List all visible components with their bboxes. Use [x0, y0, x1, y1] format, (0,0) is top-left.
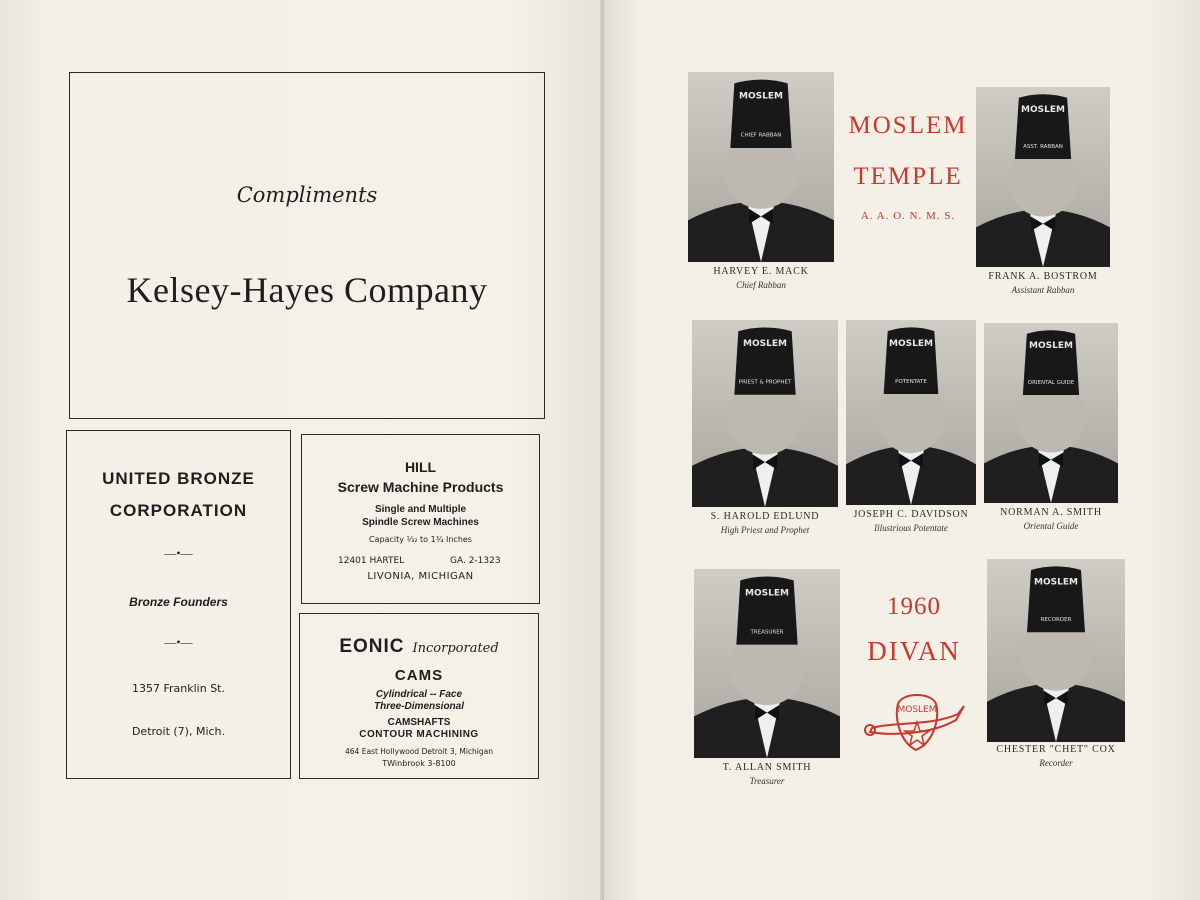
- eonic-cams: CAMS: [394, 667, 444, 684]
- eonic-line2: Three-Dimensional: [373, 701, 465, 712]
- hill-line2: Spindle Screw Machines: [362, 517, 479, 528]
- hill-city: LIVONIA, MICHIGAN: [367, 571, 474, 582]
- eonic-name: EONIC: [339, 636, 405, 657]
- moslem-heading: MOSLEM: [848, 112, 968, 139]
- hill-phone: GA. 2-1323: [450, 556, 501, 566]
- eonic-line4: CONTOUR MACHINING: [359, 729, 479, 740]
- officer-name: NORMAN A. SMITH: [1000, 507, 1102, 518]
- officer-portrait: [987, 559, 1125, 742]
- svg-text:ASST. RABBAN: ASST. RABBAN: [1023, 144, 1063, 151]
- united-bronze-line2: CORPORATION: [109, 501, 248, 520]
- officer-role: Illustrious Potentate: [874, 523, 948, 533]
- officer-role: Chief Rabban: [736, 280, 786, 290]
- svg-text:MOSLEM: MOSLEM: [745, 588, 789, 599]
- svg-text:POTENTATE: POTENTATE: [895, 378, 927, 385]
- officer-role: High Priest and Prophet: [720, 525, 810, 535]
- united-bronze-line1: UNITED BRONZE: [102, 469, 255, 488]
- officer-role: Recorder: [1039, 758, 1073, 768]
- svg-text:MOSLEM: MOSLEM: [1029, 341, 1073, 352]
- eonic-line1: Cylindrical -- Face: [375, 689, 463, 700]
- right-page: [604, 0, 1200, 900]
- officer-portrait: [984, 323, 1118, 503]
- officer-name: T. ALLAN SMITH: [722, 762, 812, 773]
- svg-text:CHIEF RABBAN: CHIEF RABBAN: [740, 132, 782, 139]
- svg-text:PRIEST & PROPHET: PRIEST & PROPHET: [738, 379, 792, 386]
- officer-role: Oriental Guide: [1023, 521, 1079, 531]
- kelsey-hayes-ad: [69, 72, 545, 419]
- eonic-name-row: [300, 636, 538, 658]
- officer-portrait: [692, 320, 838, 507]
- svg-text:MOSLEM: MOSLEM: [743, 339, 787, 350]
- svg-text:ORIENTAL GUIDE: ORIENTAL GUIDE: [1027, 380, 1075, 387]
- hill-capacity: Capacity ⅓₂ to 1¾ Inches: [369, 535, 472, 544]
- officer-portrait: [976, 87, 1110, 267]
- svg-text:MOSLEM: MOSLEM: [1021, 105, 1065, 116]
- officer-portrait: [688, 72, 834, 262]
- aaonms-text: A. A. O. N. M. S.: [860, 210, 956, 222]
- hill-line1: Single and Multiple: [374, 504, 467, 515]
- eonic-line3: CAMSHAFTS: [387, 717, 451, 728]
- officer-name: JOSEPH C. DAVIDSON: [853, 509, 969, 520]
- svg-text:MOSLEM: MOSLEM: [739, 91, 783, 102]
- eonic-ad: [299, 613, 539, 779]
- officer-name: FRANK A. BOSTROM: [988, 271, 1098, 282]
- svg-text:TREASURER: TREASURER: [750, 629, 784, 636]
- svg-text:MOSLEM: MOSLEM: [889, 338, 933, 349]
- officer-role: Treasurer: [749, 776, 785, 786]
- divider-bottom: —•—: [164, 635, 193, 649]
- hill-name: HILL: [404, 459, 437, 475]
- united-bronze-ad: [66, 430, 291, 779]
- hill-street: 12401 HARTEL: [338, 556, 405, 566]
- officer-name: S. HAROLD EDLUND: [710, 511, 820, 522]
- hill-ad: [301, 434, 540, 604]
- year-text: 1960: [887, 593, 941, 620]
- officer-portrait: [694, 569, 840, 758]
- company-name: Kelsey-Hayes Company: [126, 270, 488, 310]
- svg-text:MOSLEM: MOSLEM: [1034, 577, 1078, 588]
- hill-title: Screw Machine Products: [337, 479, 504, 495]
- moslem-scimitar-emblem: [862, 686, 970, 758]
- eonic-phone: TWinbrook 3-8100: [382, 759, 456, 768]
- officer-portrait: [846, 320, 976, 505]
- divider-top: —•—: [164, 546, 193, 560]
- divan-heading: DIVAN: [867, 636, 961, 666]
- eonic-address: 464 East Hollywood Detroit 3, Michigan: [345, 747, 493, 756]
- svg-text:RECORDER: RECORDER: [1040, 617, 1072, 624]
- officer-name: HARVEY E. MACK: [713, 266, 809, 277]
- united-bronze-city: Detroit (7), Mich.: [131, 725, 226, 738]
- united-bronze-tagline: Bronze Founders: [129, 595, 228, 609]
- eonic-incorporated: Incorporated: [412, 641, 499, 656]
- temple-heading: TEMPLE: [853, 163, 963, 190]
- officer-name: CHESTER "CHET" COX: [996, 744, 1116, 755]
- united-bronze-address: 1357 Franklin St.: [132, 682, 225, 695]
- svg-text:MOSLEM: MOSLEM: [897, 705, 937, 715]
- officer-role: Assistant Rabban: [1011, 285, 1075, 295]
- compliments-text: Compliments: [236, 183, 378, 207]
